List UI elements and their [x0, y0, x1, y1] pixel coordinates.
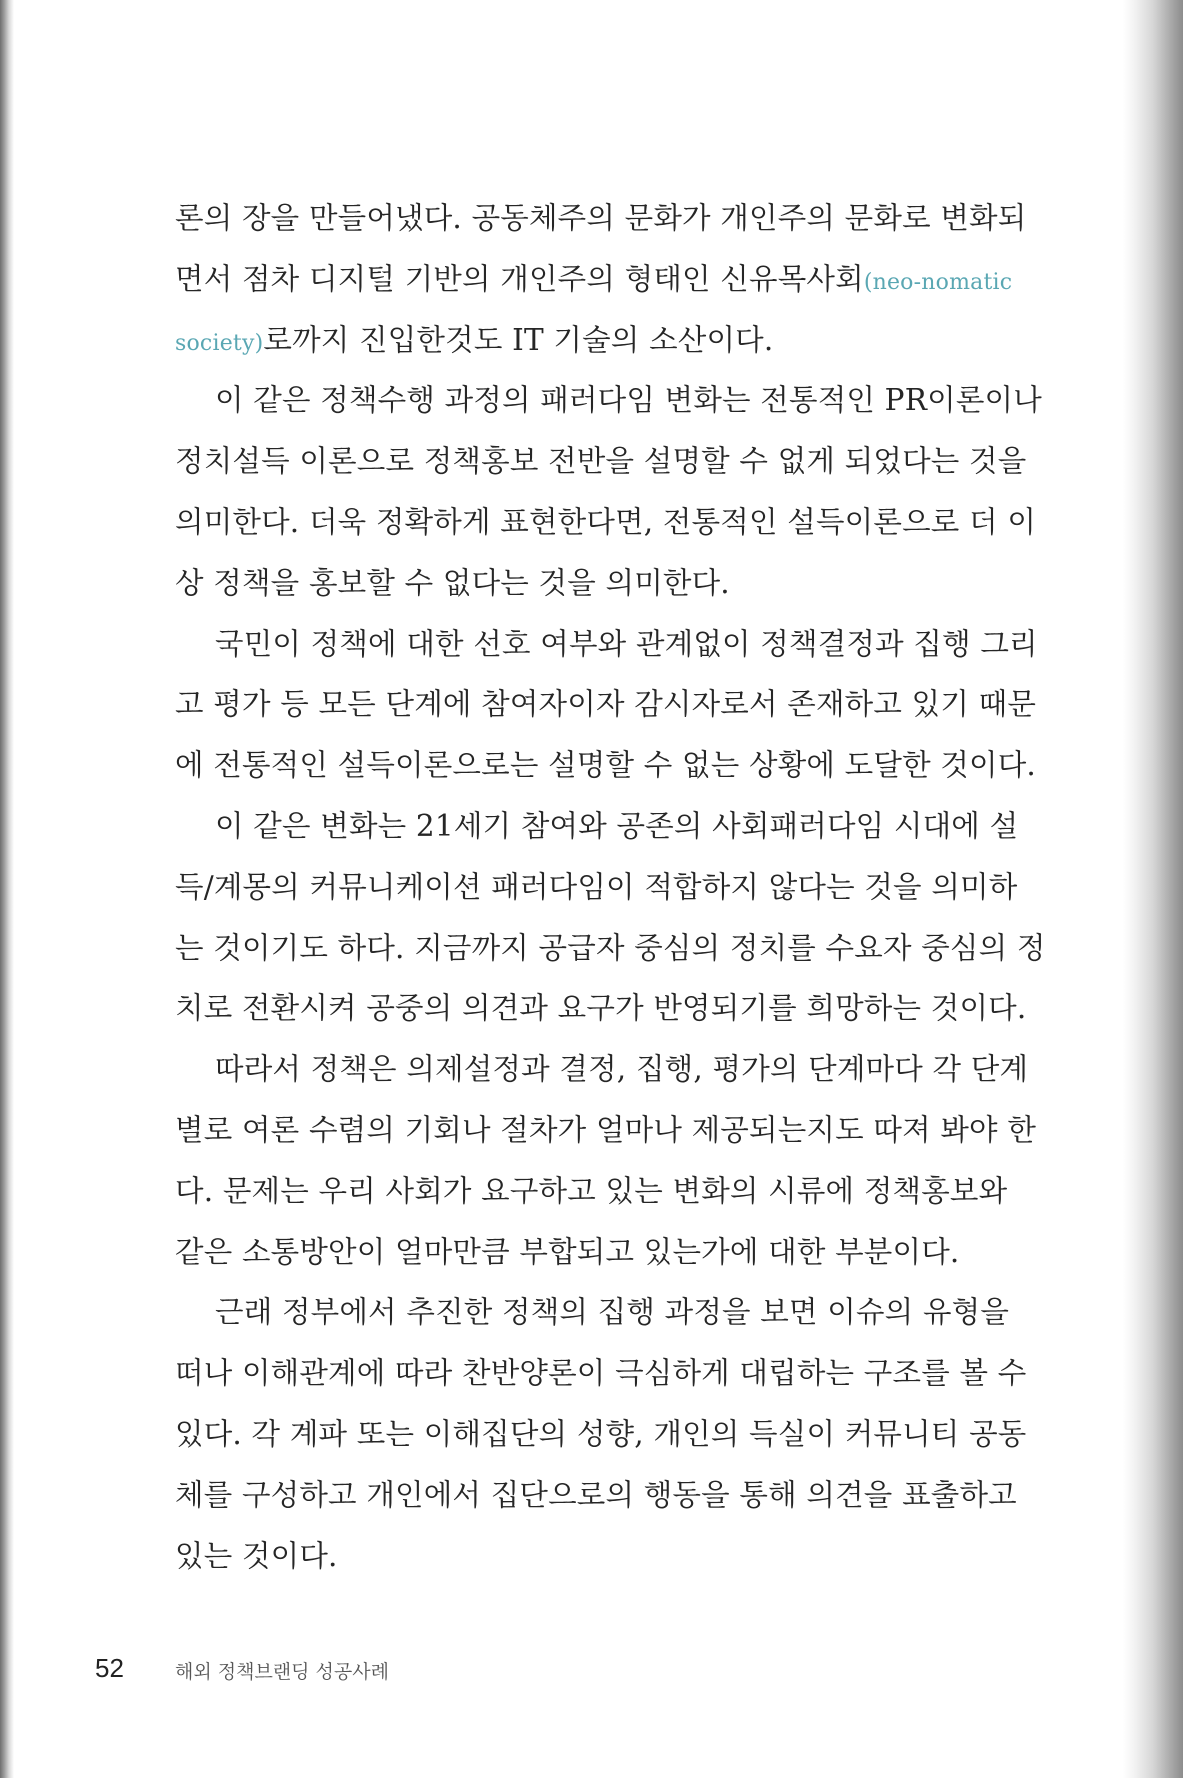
text-line: 득/계몽의 커뮤니케이션 패러다임이 적합하지 않다는 것을 의미하 — [175, 869, 1018, 904]
paragraph-first-line: 이 같은 정책수행 과정의 패러다임 변화는 전통적인 PR이론이나 — [215, 383, 1042, 418]
text-span: 면서 점차 디지털 기반의 개인주의 형태인 신유목사회 — [175, 261, 864, 296]
text-line: 는 것이기도 하다. 지금까지 공급자 중심의 정치를 수요자 중심의 정 — [175, 930, 1046, 965]
text-line — [175, 249, 1013, 310]
paragraph-first-line: 따라서 정책은 의제설정과 결정, 집행, 평가의 단계마다 각 단계 — [215, 1052, 1029, 1087]
paragraph-first-line: 근래 정부에서 추진한 정책의 집행 과정을 보면 이슈의 유형을 — [215, 1295, 1010, 1330]
text-line: 있다. 각 계파 또는 이해집단의 성향, 개인의 득실이 커뮤니티 공동 — [175, 1416, 1027, 1451]
page-gutter-shadow — [0, 0, 14, 1778]
text-line: 같은 소통방안이 얼마만큼 부합되고 있는가에 대한 부분이다. — [175, 1234, 960, 1269]
text-line: 고 평가 등 모든 단계에 참여자이자 감시자로서 존재하고 있기 때문 — [175, 687, 1037, 722]
text-span: 로까지 진입한것도 IT 기술의 소산이다. — [263, 322, 774, 357]
page-edge-shadow — [1123, 0, 1183, 1778]
text-line: 상 정책을 홍보할 수 없다는 것을 의미한다. — [175, 565, 730, 600]
paragraph-first-line: 국민이 정책에 대한 선호 여부와 관계없이 정책결정과 집행 그리 — [215, 626, 1038, 661]
text-line: 체를 구성하고 개인에서 집단으로의 행동을 통해 의견을 표출하고 — [175, 1477, 1017, 1512]
english-term: (neo-nomatic — [863, 269, 1013, 295]
text-line — [175, 310, 985, 371]
text-line: 떠나 이해관계에 따라 찬반양론이 극심하게 대립하는 구조를 볼 수 — [175, 1356, 1027, 1391]
text-line: 에 전통적인 설득이론으로는 설명할 수 없는 상황에 도달한 것이다. — [175, 748, 1037, 783]
text-line: 치로 전환시켜 공중의 의견과 요구가 반영되기를 희망하는 것이다. — [175, 991, 1027, 1026]
text-line: 별로 여론 수렴의 기회나 절차가 얼마나 제공되는지도 따져 봐야 한 — [175, 1112, 1037, 1147]
page-number: 52 — [95, 1653, 124, 1683]
paragraph-first-line: 이 같은 변화는 21세기 참여와 공존의 사회패러다임 시대에 설 — [215, 808, 1019, 843]
text-line: 정치설득 이론으로 정책홍보 전반을 설명할 수 없게 되었다는 것을 — [175, 444, 1027, 479]
text-line: 있는 것이다. — [175, 1538, 338, 1573]
body-text — [175, 188, 1046, 1586]
text-line: 다. 문제는 우리 사회가 요구하고 있는 변화의 시류에 정책홍보와 — [175, 1173, 1008, 1208]
text-line: 론의 장을 만들어냈다. 공동체주의 문화가 개인주의 문화로 변화되 — [175, 201, 1027, 235]
running-title: 해외 정책브랜딩 성공사례 — [175, 1661, 389, 1683]
english-term: society) — [175, 330, 264, 356]
text-line: 의미한다. 더욱 정확하게 표현한다면, 전통적인 설득이론으로 더 이 — [175, 504, 1037, 539]
